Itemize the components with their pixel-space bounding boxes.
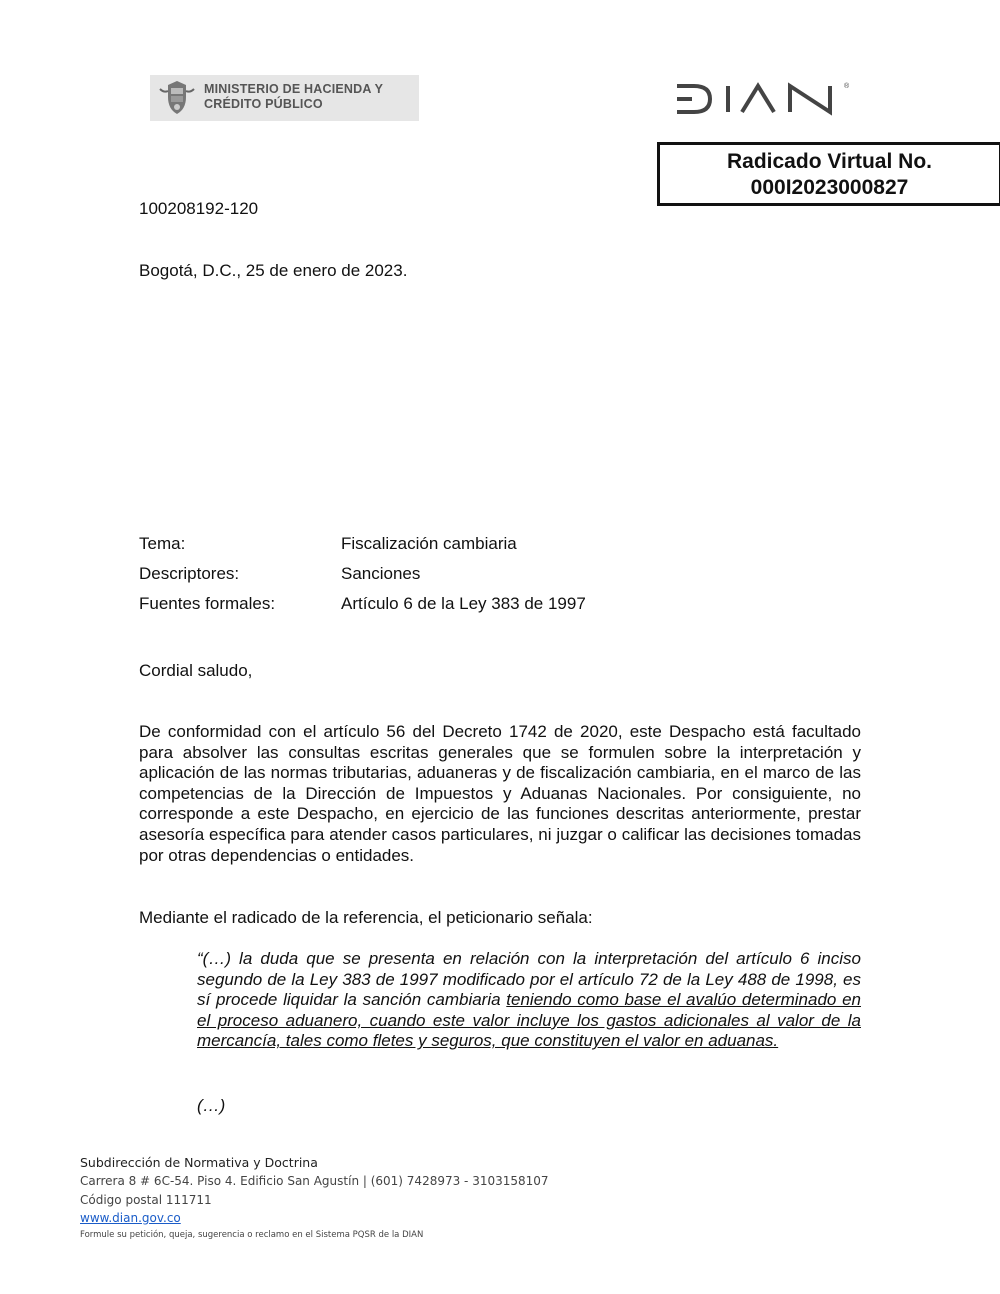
quote-plain: “(…) la duda que se presenta en relación con la interpretación del artículo 6 inciso segundo de la Ley 383 de 1997 modificado por el artículo 72 de la Ley 488 de 1998, es sí procede liquidar la sanción cambiaria: [197, 949, 861, 1010]
meta-value-descriptores: Sanciones: [341, 564, 421, 583]
quote-ellipsis: (…): [197, 1096, 226, 1115]
paragraph-petition: Mediante el radicado de la referencia, el peticionario señala:: [139, 908, 593, 927]
reference-number: 100208192-120: [139, 199, 259, 218]
radicado-number: 000I2023000827: [750, 176, 909, 199]
footer-address: Carrera 8 # 6C-54. Piso 4. Edificio San Agustín | (601) 7428973 - 3103158107: [80, 1174, 549, 1188]
radicado-box: [657, 142, 1000, 206]
ministry-name: [204, 82, 383, 112]
ministry-name-line1: MINISTERIO DE HACIENDA Y: [204, 82, 384, 96]
meta-value-fuentes: Artículo 6 de la Ley 383 de 1997: [341, 594, 586, 613]
footer-office: Subdirección de Normativa y Doctrina: [80, 1155, 318, 1170]
petition-quote: [197, 949, 861, 1052]
ministry-name-line2: CRÉDITO PÚBLICO: [204, 97, 323, 111]
greeting: Cordial saludo,: [139, 661, 253, 680]
dian-logo: [672, 80, 854, 116]
meta-label-tema: Tema:: [139, 534, 186, 553]
meta-value-tema: Fiscalización cambiaria: [341, 534, 517, 553]
date-line: Bogotá, D.C., 25 de enero de 2023.: [139, 261, 408, 280]
coat-of-arms-icon: [158, 79, 196, 117]
footer-website-link[interactable]: www.dian.gov.co: [80, 1211, 181, 1225]
footer: [80, 1154, 549, 1242]
svg-text:®: ®: [844, 83, 850, 90]
quote-underlined: teniendo como base el avalúo determinado en el proceso aduanero, cuando este valor incluye los gastos adicionales al valor de la mercancía, tales como fletes y seguros, que constituyen el valor en aduanas.: [197, 990, 861, 1051]
meta-label-fuentes: Fuentes formales:: [139, 594, 276, 613]
paragraph-competence: De conformidad con el artículo 56 del Decreto 1742 de 2020, este Despacho está facultado para absolver las consultas escritas generales que se formulen sobre la interpretación y aplicación de las normas tributarias, aduaneras y de fiscalización cambiaria, en el marco de las competencias de la Dirección de Impuestos y Aduanas Nacionales. Por consiguiente, no corresponde a este Despacho, en ejercicio de las funciones descritas anteriormente, prestar asesoría específica para atender casos particulares, ni juzgar o calificar las decisiones tomadas por otras dependencias o entidades.: [139, 722, 861, 865]
footer-postal-code: Código postal 111711: [80, 1192, 212, 1207]
meta-label-descriptores: Descriptores:: [139, 564, 240, 583]
footer-pqsr-note: Formule su petición, queja, sugerencia o reclamo en el Sistema PQSR de la DIAN: [80, 1229, 424, 1240]
radicado-label: Radicado Virtual No.: [727, 150, 932, 173]
